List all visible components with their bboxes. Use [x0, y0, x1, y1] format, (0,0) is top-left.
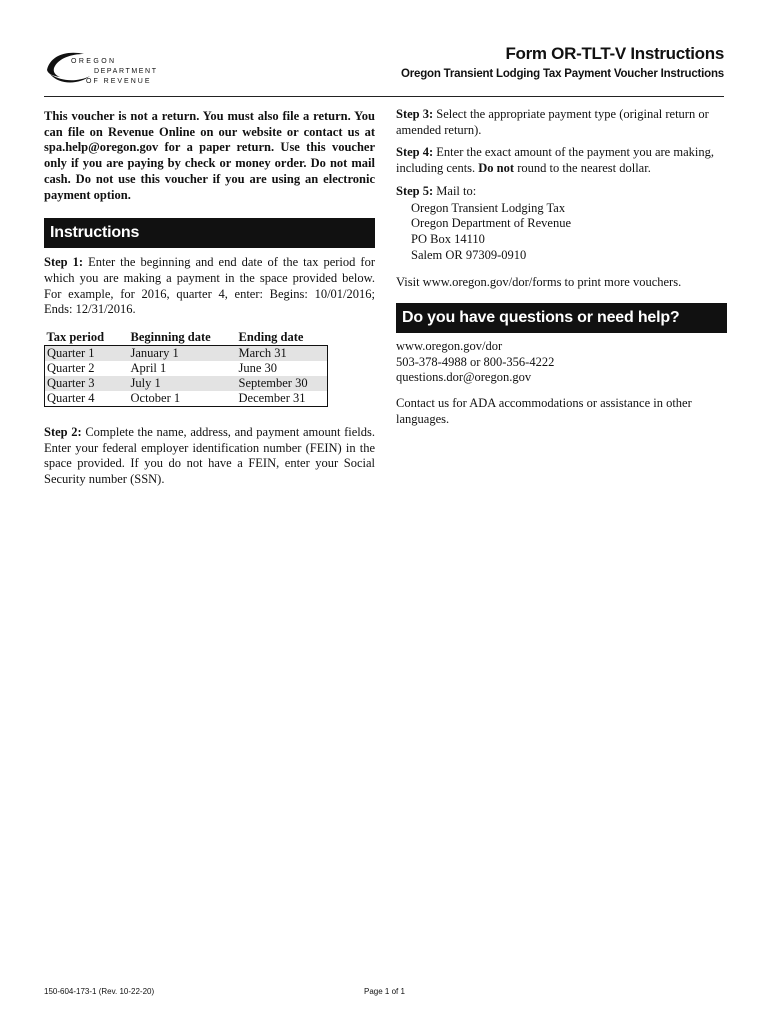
step4-paragraph	[396, 145, 727, 176]
step1-text: Enter the beginning and end date of the tax period for which you are making a payment in the space provided below. For example, for 2016, quarter 4, enter: Begins: 10/01/2016; Ends: 12/31/2016.	[44, 255, 376, 317]
visit-forms-text: Visit www.oregon.gov/dor/forms to print more vouchers.	[396, 275, 682, 290]
header-divider	[44, 96, 724, 97]
tax-period-table	[44, 330, 328, 407]
table-row	[45, 376, 328, 391]
step3-text: Select the appropriate payment type (original return or amended return).	[396, 107, 709, 137]
step4-text: Enter the exact amount of the payment you are making, including cents.	[396, 145, 714, 176]
table-cell: January 1	[129, 346, 237, 362]
form-subtitle: Oregon Transient Lodging Tax Payment Voucher Instructions	[401, 68, 724, 80]
step2-text: Complete the name, address, and payment amount fields. Enter your federal employer identification number (FEIN) in the space provided. If you do not have a FEIN, enter your Social Security number (SSN).	[44, 425, 375, 487]
table-cell: April 1	[130, 361, 167, 376]
step5-label: Step 5:	[396, 183, 434, 198]
ada-text: Contact us for ADA accommodations or assistance in other languages.	[396, 396, 692, 426]
logo-text-department: DEPARTMENT	[94, 68, 158, 75]
contact-info	[396, 339, 727, 386]
address-line: PO Box 14110	[411, 231, 485, 246]
logo-text-of-revenue: OF REVENUE	[86, 78, 152, 85]
table-header: Beginning date	[130, 330, 211, 345]
mailing-address	[411, 201, 727, 264]
address-line: Oregon Transient Lodging Tax	[411, 200, 566, 215]
phone-numbers: 503-378-4988 or 800-356-4222	[396, 354, 555, 369]
help-heading: Do you have questions or need help?	[396, 303, 727, 333]
table-row	[45, 346, 328, 362]
table-cell: December 31	[238, 391, 306, 406]
step5-text: Mail to:	[433, 183, 477, 198]
step3-paragraph	[396, 107, 727, 138]
table-cell: Quarter 4	[47, 391, 95, 406]
table-row	[45, 391, 328, 407]
step4-label: Step 4:	[396, 145, 434, 160]
logo-text-oregon: OREGON	[71, 58, 117, 65]
form-number: 150-604-173-1 (Rev. 10-22-20)	[44, 987, 155, 996]
step5-paragraph	[396, 184, 727, 200]
step2-paragraph	[44, 425, 375, 488]
table-header: Ending date	[238, 330, 304, 345]
table-row	[45, 361, 328, 376]
table-cell: October 1	[130, 391, 181, 406]
table-cell: Quarter 2	[47, 361, 95, 376]
step1-label: Step 1:	[44, 255, 84, 270]
oregon-dor-logo	[44, 46, 169, 88]
left-column	[44, 107, 375, 488]
email-link[interactable]: questions.dor@oregon.gov	[396, 370, 532, 385]
table-cell: July 1	[129, 376, 237, 391]
form-title: Form OR-TLT-V Instructions	[505, 44, 724, 63]
intro-notice: This voucher is not a return. You must also file a return. You can file on Revenue Online on our website or contact us at spa.help@oregon.gov for a paper return. Use this voucher only if you are paying by check or money order. Do not mail cash. Do not use this voucher if you are using an electronic payment option.	[44, 109, 375, 202]
table-cell: March 31	[237, 346, 328, 362]
step2-label: Step 2:	[44, 425, 82, 440]
address-line: Salem OR 97309-0910	[411, 247, 527, 262]
table-cell: September 30	[237, 376, 328, 391]
table-cell: June 30	[238, 361, 278, 376]
table-header: Tax period	[46, 330, 105, 345]
step4-emphasis: Do not	[478, 161, 515, 176]
instructions-heading: Instructions	[44, 218, 375, 248]
right-column	[396, 107, 727, 428]
website-link[interactable]: www.oregon.gov/dor	[396, 339, 503, 354]
address-line: Oregon Department of Revenue	[411, 216, 572, 231]
step3-label: Step 3:	[396, 107, 434, 121]
page-number: Page 1 of 1	[364, 987, 405, 996]
table-cell: Quarter 1	[45, 346, 129, 362]
step4-text-end: round to the nearest dollar.	[514, 161, 651, 176]
step1-paragraph	[44, 255, 375, 318]
table-cell: Quarter 3	[45, 376, 129, 391]
